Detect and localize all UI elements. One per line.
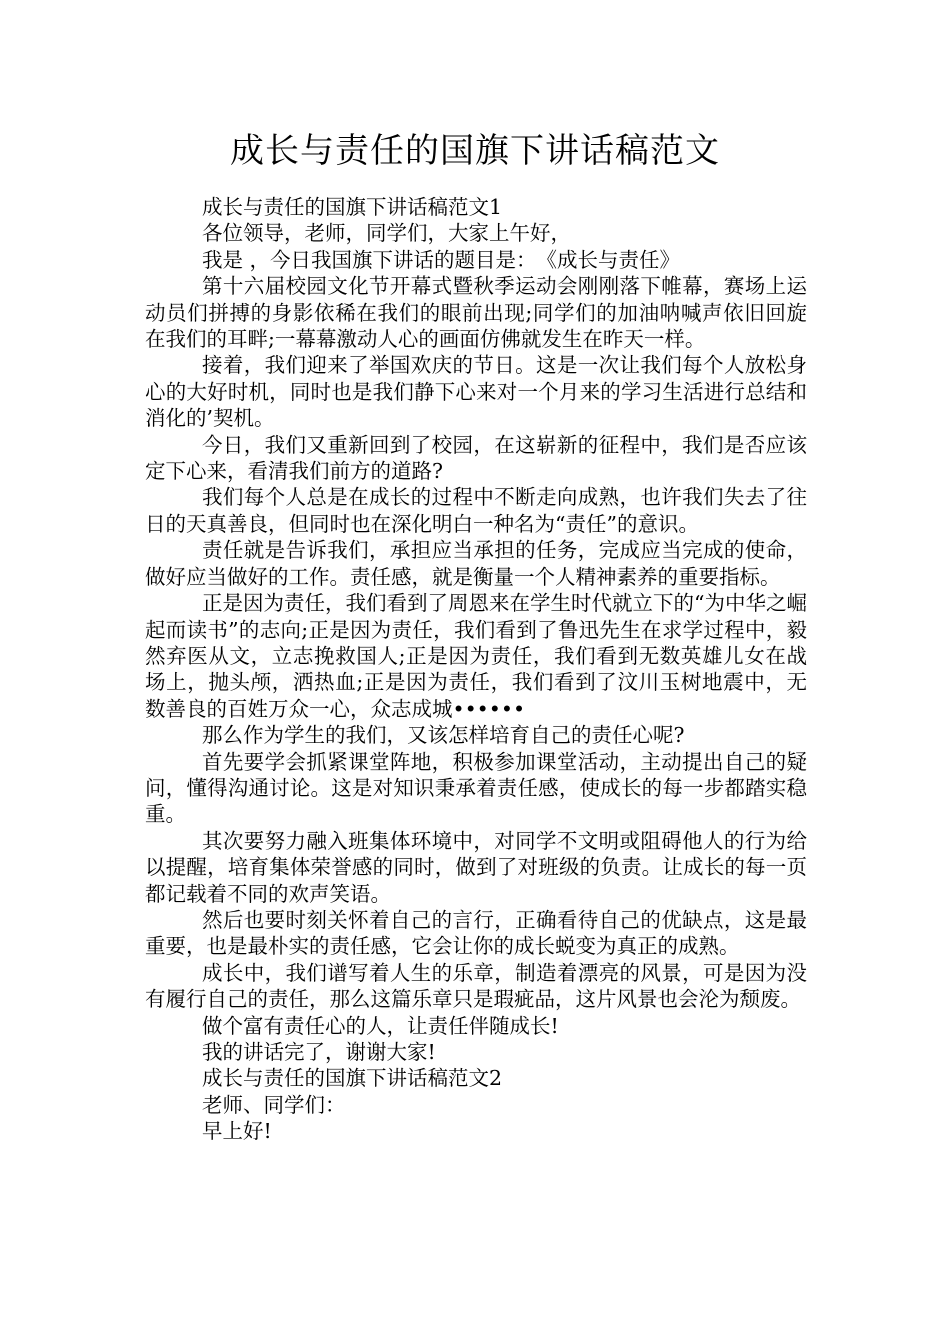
paragraph: 然后也要时刻关怀着自己的言行，正确看待自己的优缺点，这是最重要，也是最朴实的责任感，它会让你的成长蜕变为真正的成熟。 bbox=[145, 907, 807, 959]
paragraph: 正是因为责任，我们看到了周恩来在学生时代就立下的“为中华之崛起而读书”的志向;正是因为责任，我们看到了鲁迅先生在求学过程中，毅然弃医从文，立志挽救国人;正是因为责任，我们看到无数英雄儿女在战场上，抛头颅，洒热血;正是因为责任，我们看到了汶川玉树地震中，无数善良的百姓万众一心，众志成城•••••• bbox=[145, 591, 807, 721]
paragraph: 接着，我们迎来了举国欢庆的节日。这是一次让我们每个人放松身心的大好时机，同时也是我们静下心来对一个月来的学习生活进行总结和消化的’契机。 bbox=[145, 353, 807, 431]
paragraph-closing: 我的讲话完了，谢谢大家! bbox=[202, 1040, 436, 1064]
paragraph: 责任就是告诉我们，承担应当承担的任务，完成应当完成的使命，做好应当做好的工作。责任感，就是衡量一个人精神素养的重要指标。 bbox=[145, 538, 807, 589]
paragraph-subtitle-2: 成长与责任的国旗下讲话稿范文2 bbox=[202, 1066, 503, 1091]
paragraph: 第十六届校园文化节开幕式暨秋季运动会刚刚落下帷幕，赛场上运动员们拼搏的身影依稀在我们的眼前出现;同学们的加油呐喊声依旧回旋在我们的耳畔;一幕幕激动人心的画面仿佛就发生在昨天一样。 bbox=[145, 274, 807, 352]
paragraph-topic: 我是 ，今日我国旗下讲话的题目是： 《成长与责任》 bbox=[202, 247, 681, 272]
document-title: 成长与责任的国旗下讲话稿范文 bbox=[230, 131, 720, 171]
paragraph-salutation: 老师、同学们： bbox=[202, 1092, 346, 1117]
document-body bbox=[145, 194, 807, 1145]
paragraph-greeting: 各位领导，老师，同学们，大家上午好， bbox=[202, 221, 571, 246]
paragraph-subtitle-1: 成长与责任的国旗下讲话稿范文1 bbox=[202, 195, 503, 219]
paragraph: 首先要学会抓紧课堂阵地，积极参加课堂活动，主动提出自己的疑问，懂得沟通讨论。这是对知识秉承着责任感，使成长的每一步都踏实稳重。 bbox=[145, 749, 807, 827]
paragraph: 做个富有责任心的人，让责任伴随成长! bbox=[202, 1013, 559, 1038]
paragraph: 我们每个人总是在成长的过程中不断走向成熟，也许我们失去了往日的天真善良，但同时也在深化明白一种名为“责任”的意识。 bbox=[145, 485, 807, 536]
paragraph: 其次要努力融入班集体环境中，对同学不文明或阻碍他人的行为给以提醒，培育集体荣誉感的同时，做到了对班级的负责。让成长的每一页都记载着不同的欢声笑语。 bbox=[145, 828, 807, 906]
paragraph: 今日，我们又重新回到了校园，在这崭新的征程中，我们是否应该定下心来，看清我们前方的道路? bbox=[145, 432, 807, 484]
paragraph-morning-greeting: 早上好! bbox=[202, 1119, 272, 1144]
paragraph: 那么作为学生的我们，又该怎样培育自己的责任心呢? bbox=[202, 723, 685, 748]
paragraph: 成长中，我们谱写着人生的乐章，制造着漂亮的风景，可是因为没有履行自己的责任，那么这篇乐章只是瑕疵品，这片风景也会沦为颓废。 bbox=[145, 960, 807, 1012]
